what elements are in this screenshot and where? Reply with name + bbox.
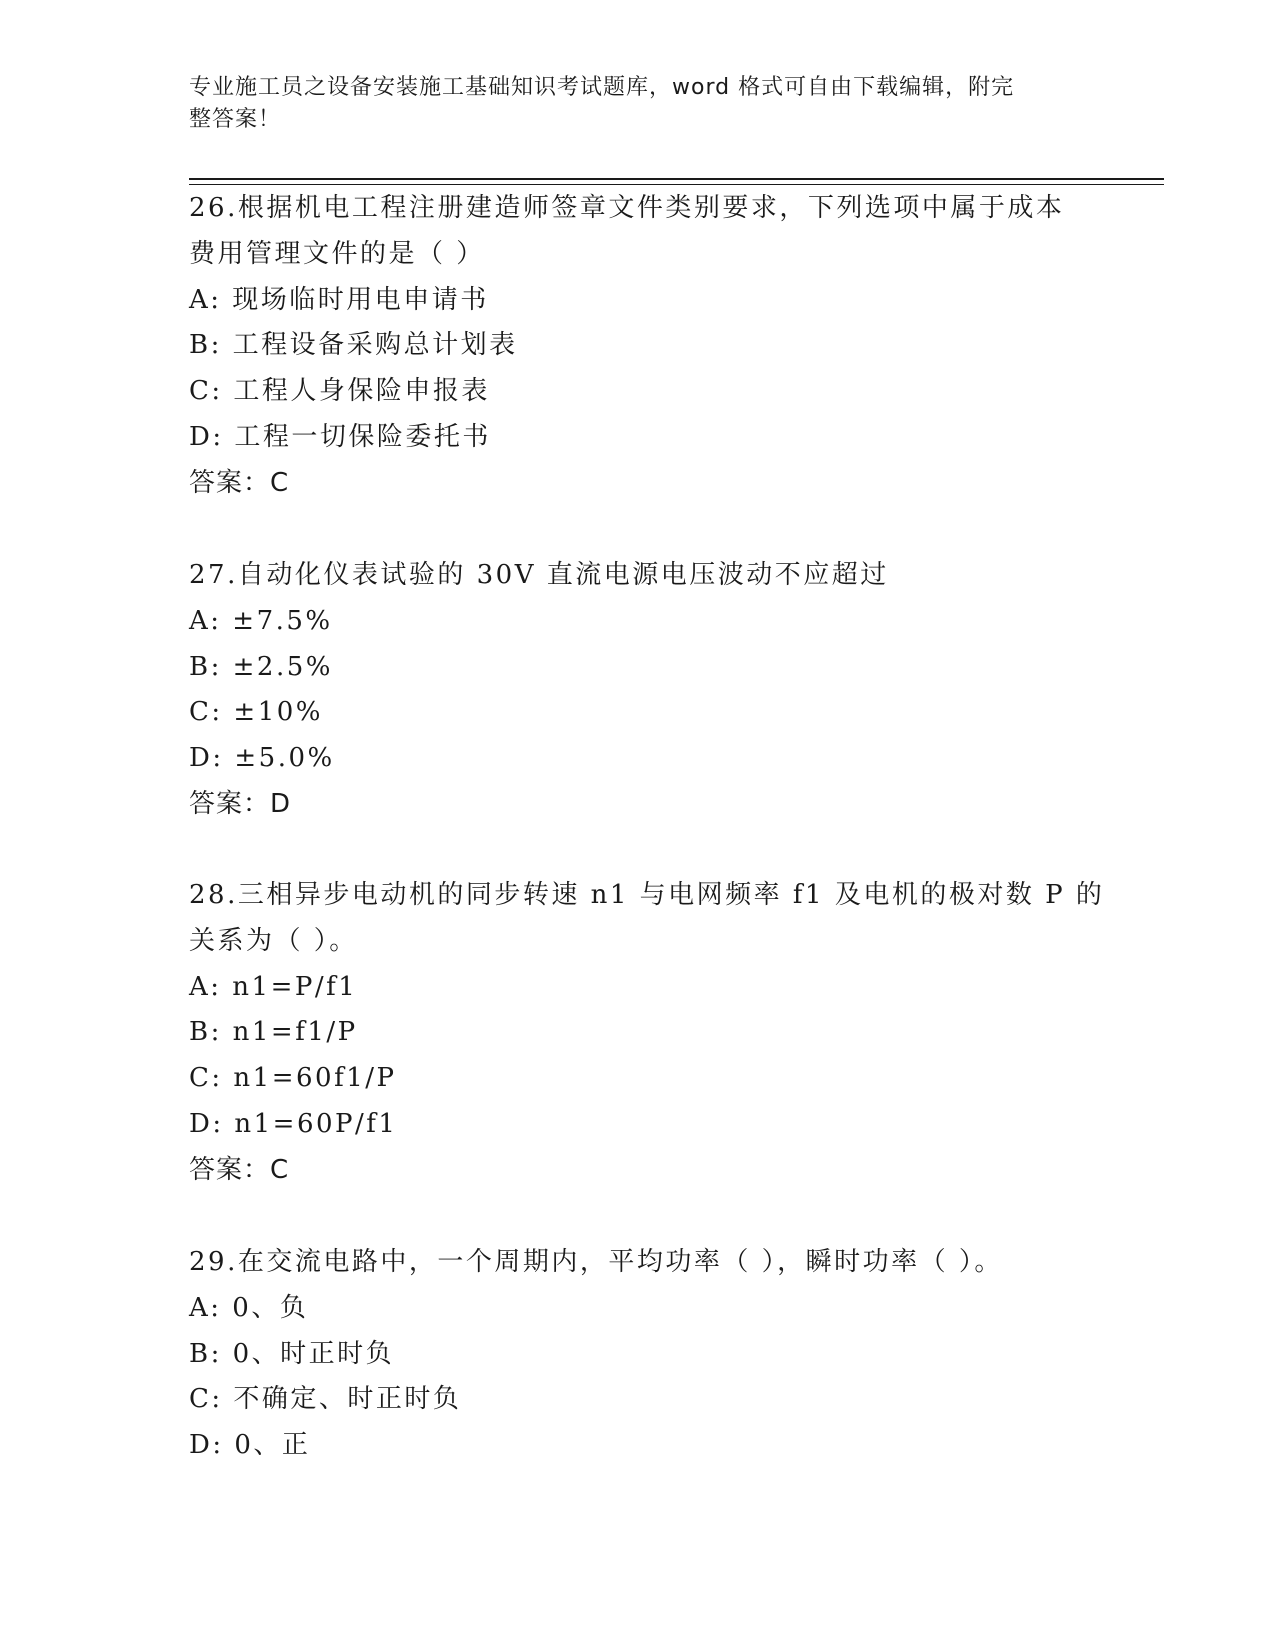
option-d: D: ±5.0% [189,743,335,774]
option-c: C: 工程人身保险申报表 [189,376,490,407]
option-a: A: ±7.5% [189,605,333,636]
document-header [189,72,1069,136]
option-b: B: 工程设备采购总计划表 [189,330,518,361]
question-29 [189,1240,1089,1469]
option-c: C: ±10% [189,697,323,728]
option-b: B: n1=f1/P [189,1017,358,1048]
answer-line: 答案：D [189,788,292,819]
question-stem-line: 27.自动化仪表试验的 30V 直流电源电压波动不应超过 [189,560,889,590]
option-d: D: n1=60P/f1 [189,1108,398,1139]
question-stem-line: 26.根据机电工程注册建造师签章文件类别要求，下列选项中属于成本 [189,193,1065,223]
header-divider-thick [189,178,1164,180]
question-stem-line: 29.在交流电路中，一个周期内，平均功率（ ），瞬时功率（ ）。 [189,1247,1003,1277]
header-divider-thin [189,184,1164,185]
option-d: D: 工程一切保险委托书 [189,421,491,452]
question-stem-line: 费用管理文件的是（ ） [189,238,485,269]
option-a: A: 0、负 [189,1292,309,1323]
option-b: B: ±2.5% [189,651,333,682]
answer-line: 答案：C [189,1154,290,1185]
option-d: D: 0、正 [189,1430,311,1461]
question-27 [189,553,1089,828]
question-stem-line: 28.三相异步电动机的同步转速 n1 与电网频率 f1 及电机的极对数 P 的 [189,880,1105,910]
question-28 [189,873,1105,1194]
option-c: C: n1=60f1/P [189,1063,397,1094]
question-26 [189,186,1089,507]
option-b: B: 0、时正时负 [189,1338,395,1369]
header-line-1: 专业施工员之设备安装施工基础知识考试题库，word 格式可自由下载编辑，附完 [189,75,1015,100]
option-c: C: 不确定、时正时负 [189,1384,462,1415]
header-line-2: 整答案！ [189,107,282,132]
answer-line: 答案：C [189,467,290,498]
option-a: A: 现场临时用电申请书 [189,284,489,315]
question-stem-line: 关系为（ ）。 [189,925,358,956]
option-a: A: n1=P/f1 [189,971,358,1002]
